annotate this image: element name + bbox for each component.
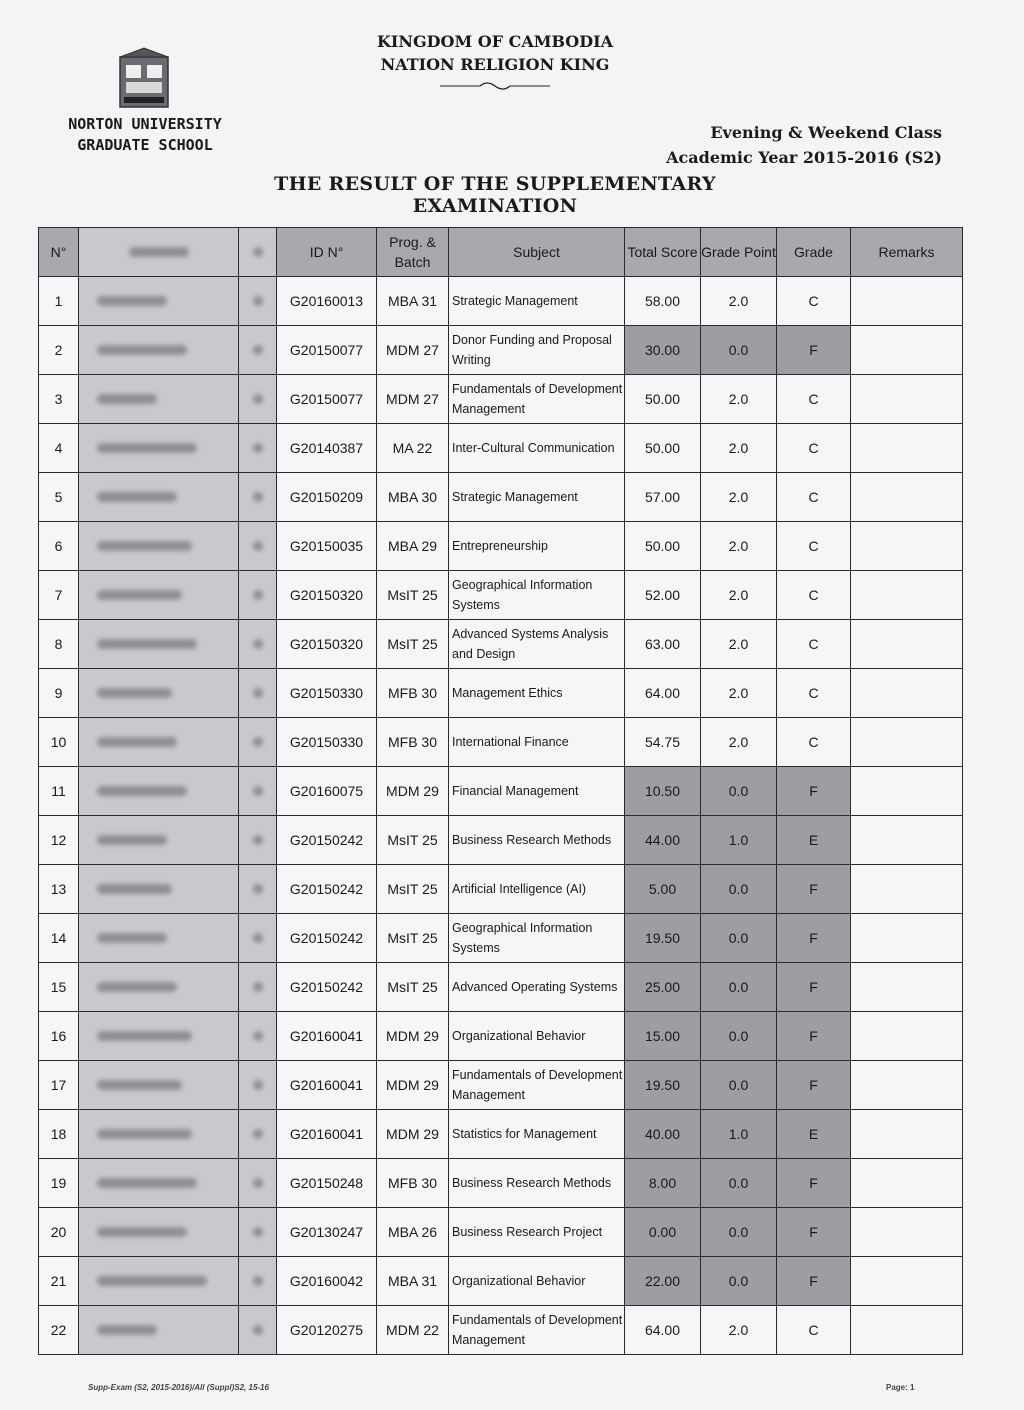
cell-grade: C <box>777 669 851 718</box>
cell-no: 14 <box>39 914 79 963</box>
cell-prog: MFB 30 <box>377 669 449 718</box>
cell-grade: C <box>777 375 851 424</box>
cell-prog: MA 22 <box>377 424 449 473</box>
cell-grade-point: 2.0 <box>701 669 777 718</box>
table-row <box>39 1061 963 1110</box>
cell-id: G20120275 <box>277 1306 377 1355</box>
cell-id: G20150242 <box>277 865 377 914</box>
cell-sex-redacted <box>239 963 277 1012</box>
table-row <box>39 473 963 522</box>
cell-grade-point: 0.0 <box>701 1159 777 1208</box>
cell-total-score: 57.00 <box>625 473 701 522</box>
cell-prog: MBA 26 <box>377 1208 449 1257</box>
cell-no: 18 <box>39 1110 79 1159</box>
cell-no: 7 <box>39 571 79 620</box>
cell-no: 9 <box>39 669 79 718</box>
cell-grade-point: 0.0 <box>701 1208 777 1257</box>
cell-remarks <box>851 1012 963 1061</box>
cell-no: 22 <box>39 1306 79 1355</box>
cell-grade: F <box>777 1208 851 1257</box>
cell-sex-redacted <box>239 1306 277 1355</box>
col-header-id: ID N° <box>277 228 377 277</box>
results-body <box>39 277 963 1355</box>
table-row <box>39 669 963 718</box>
school-name: GRADUATE SCHOOL <box>77 136 213 154</box>
cell-name-redacted <box>79 1159 239 1208</box>
cell-prog: MsIT 25 <box>377 816 449 865</box>
cell-name-redacted <box>79 522 239 571</box>
cell-sex-redacted <box>239 914 277 963</box>
cell-name-redacted <box>79 718 239 767</box>
cell-remarks <box>851 424 963 473</box>
cell-subject: Inter-Cultural Communication <box>449 424 625 473</box>
cell-total-score: 5.00 <box>625 865 701 914</box>
cell-sex-redacted <box>239 718 277 767</box>
cell-sex-redacted <box>239 326 277 375</box>
cell-total-score: 25.00 <box>625 963 701 1012</box>
table-row <box>39 424 963 473</box>
cell-prog: MsIT 25 <box>377 571 449 620</box>
cell-grade: C <box>777 277 851 326</box>
table-row <box>39 718 963 767</box>
cell-name-redacted <box>79 1061 239 1110</box>
cell-grade-point: 2.0 <box>701 718 777 767</box>
cell-remarks <box>851 865 963 914</box>
cell-total-score: 8.00 <box>625 1159 701 1208</box>
cell-name-redacted <box>79 767 239 816</box>
cell-remarks <box>851 963 963 1012</box>
cell-total-score: 10.50 <box>625 767 701 816</box>
col-header-grade-point: Grade Point <box>701 228 777 277</box>
cell-remarks <box>851 669 963 718</box>
cell-name-redacted <box>79 571 239 620</box>
cell-remarks <box>851 571 963 620</box>
cell-remarks <box>851 326 963 375</box>
cell-sex-redacted <box>239 865 277 914</box>
cell-grade-point: 2.0 <box>701 375 777 424</box>
cell-subject: Strategic Management <box>449 473 625 522</box>
cell-sex-redacted <box>239 1110 277 1159</box>
table-row <box>39 1012 963 1061</box>
cell-name-redacted <box>79 1110 239 1159</box>
table-row <box>39 963 963 1012</box>
cell-no: 3 <box>39 375 79 424</box>
cell-remarks <box>851 1061 963 1110</box>
cell-subject: Donor Funding and Proposal Writing <box>449 326 625 375</box>
academic-year: Academic Year 2015-2016 (S2) <box>666 148 942 167</box>
cell-grade: F <box>777 1012 851 1061</box>
cell-total-score: 44.00 <box>625 816 701 865</box>
cell-total-score: 64.00 <box>625 669 701 718</box>
cell-remarks <box>851 620 963 669</box>
cell-grade: F <box>777 326 851 375</box>
cell-grade-point: 0.0 <box>701 914 777 963</box>
cell-id: G20150248 <box>277 1159 377 1208</box>
cell-no: 8 <box>39 620 79 669</box>
cell-subject: Financial Management <box>449 767 625 816</box>
cell-id: G20160041 <box>277 1012 377 1061</box>
cell-subject: Business Research Methods <box>449 1159 625 1208</box>
national-heading <box>340 30 650 76</box>
col-header-remarks: Remarks <box>851 228 963 277</box>
cell-name-redacted <box>79 914 239 963</box>
cell-grade: F <box>777 1257 851 1306</box>
cell-sex-redacted <box>239 473 277 522</box>
cell-id: G20130247 <box>277 1208 377 1257</box>
table-row <box>39 1208 963 1257</box>
cell-grade-point: 0.0 <box>701 1257 777 1306</box>
cell-grade: C <box>777 1306 851 1355</box>
cell-no: 16 <box>39 1012 79 1061</box>
cell-grade: F <box>777 1061 851 1110</box>
cell-total-score: 50.00 <box>625 375 701 424</box>
cell-total-score: 19.50 <box>625 914 701 963</box>
cell-prog: MDM 29 <box>377 1110 449 1159</box>
cell-total-score: 63.00 <box>625 620 701 669</box>
cell-sex-redacted <box>239 1012 277 1061</box>
cell-prog: MsIT 25 <box>377 963 449 1012</box>
cell-prog: MsIT 25 <box>377 914 449 963</box>
results-table <box>38 227 963 1355</box>
class-type: Evening & Weekend Class <box>710 123 942 142</box>
cell-total-score: 52.00 <box>625 571 701 620</box>
cell-name-redacted <box>79 620 239 669</box>
cell-grade: C <box>777 718 851 767</box>
cell-id: G20150242 <box>277 816 377 865</box>
cell-grade-point: 2.0 <box>701 620 777 669</box>
cell-sex-redacted <box>239 620 277 669</box>
table-row <box>39 914 963 963</box>
cell-no: 13 <box>39 865 79 914</box>
cell-id: G20150242 <box>277 914 377 963</box>
page-number: Page: 1 <box>886 1383 915 1392</box>
cell-grade: C <box>777 620 851 669</box>
cell-no: 19 <box>39 1159 79 1208</box>
cell-sex-redacted <box>239 767 277 816</box>
motto: NATION RELIGION KING <box>380 55 610 74</box>
cell-no: 10 <box>39 718 79 767</box>
cell-sex-redacted <box>239 669 277 718</box>
cell-grade: C <box>777 571 851 620</box>
cell-subject: Fundamentals of Development Management <box>449 1306 625 1355</box>
cell-total-score: 50.00 <box>625 424 701 473</box>
cell-name-redacted <box>79 1208 239 1257</box>
cell-sex-redacted <box>239 424 277 473</box>
cell-grade-point: 2.0 <box>701 522 777 571</box>
cell-remarks <box>851 1208 963 1257</box>
cell-grade: F <box>777 963 851 1012</box>
cell-total-score: 58.00 <box>625 277 701 326</box>
cell-name-redacted <box>79 326 239 375</box>
col-header-no: N° <box>39 228 79 277</box>
cell-id: G20150209 <box>277 473 377 522</box>
cell-grade-point: 0.0 <box>701 1012 777 1061</box>
cell-grade-point: 1.0 <box>701 816 777 865</box>
cell-name-redacted <box>79 375 239 424</box>
cell-name-redacted <box>79 424 239 473</box>
cell-total-score: 30.00 <box>625 326 701 375</box>
cell-subject: Strategic Management <box>449 277 625 326</box>
cell-subject: Management Ethics <box>449 669 625 718</box>
kingdom-title: KINGDOM OF CAMBODIA <box>376 32 614 51</box>
cell-prog: MDM 22 <box>377 1306 449 1355</box>
cell-grade-point: 2.0 <box>701 424 777 473</box>
cell-total-score: 22.00 <box>625 1257 701 1306</box>
cell-no: 15 <box>39 963 79 1012</box>
cell-prog: MsIT 25 <box>377 865 449 914</box>
cell-remarks <box>851 1257 963 1306</box>
cell-grade-point: 0.0 <box>701 963 777 1012</box>
cell-grade-point: 0.0 <box>701 865 777 914</box>
cell-subject: Fundamentals of Development Management <box>449 1061 625 1110</box>
cell-remarks <box>851 1110 963 1159</box>
table-row <box>39 1159 963 1208</box>
cell-subject: Geographical Information Systems <box>449 571 625 620</box>
table-row <box>39 571 963 620</box>
cell-prog: MBA 31 <box>377 1257 449 1306</box>
cell-total-score: 64.00 <box>625 1306 701 1355</box>
cell-grade: F <box>777 1159 851 1208</box>
cell-grade: F <box>777 865 851 914</box>
cell-prog: MDM 27 <box>377 326 449 375</box>
cell-id: G20160041 <box>277 1061 377 1110</box>
cell-id: G20140387 <box>277 424 377 473</box>
table-row <box>39 620 963 669</box>
cell-prog: MDM 29 <box>377 767 449 816</box>
cell-sex-redacted <box>239 375 277 424</box>
cell-no: 6 <box>39 522 79 571</box>
cell-remarks <box>851 914 963 963</box>
cell-name-redacted <box>79 1306 239 1355</box>
cell-remarks <box>851 767 963 816</box>
cell-grade-point: 2.0 <box>701 277 777 326</box>
cell-id: G20160042 <box>277 1257 377 1306</box>
cell-grade-point: 2.0 <box>701 1306 777 1355</box>
cell-sex-redacted <box>239 816 277 865</box>
cell-subject: Advanced Operating Systems <box>449 963 625 1012</box>
cell-grade-point: 1.0 <box>701 1110 777 1159</box>
cell-subject: International Finance <box>449 718 625 767</box>
cell-name-redacted <box>79 816 239 865</box>
cell-total-score: 50.00 <box>625 522 701 571</box>
cell-remarks <box>851 522 963 571</box>
cell-id: G20150320 <box>277 571 377 620</box>
cell-sex-redacted <box>239 1257 277 1306</box>
cell-remarks <box>851 1159 963 1208</box>
university-heading <box>40 114 250 156</box>
col-header-total: Total Score <box>625 228 701 277</box>
cell-prog: MBA 30 <box>377 473 449 522</box>
cell-name-redacted <box>79 963 239 1012</box>
cell-grade: F <box>777 767 851 816</box>
cell-id: G20150077 <box>277 326 377 375</box>
cell-sex-redacted <box>239 522 277 571</box>
cell-sex-redacted <box>239 1061 277 1110</box>
cell-prog: MBA 31 <box>377 277 449 326</box>
table-row <box>39 816 963 865</box>
cell-grade: C <box>777 522 851 571</box>
cell-prog: MBA 29 <box>377 522 449 571</box>
cell-no: 5 <box>39 473 79 522</box>
table-row <box>39 326 963 375</box>
cell-prog: MsIT 25 <box>377 620 449 669</box>
col-header-prog: Prog. & Batch <box>377 228 449 277</box>
cell-no: 21 <box>39 1257 79 1306</box>
cell-name-redacted <box>79 473 239 522</box>
cell-grade-point: 0.0 <box>701 767 777 816</box>
cell-id: G20150330 <box>277 718 377 767</box>
cell-prog: MDM 27 <box>377 375 449 424</box>
cell-no: 17 <box>39 1061 79 1110</box>
university-name: NORTON UNIVERSITY <box>68 115 222 133</box>
cell-name-redacted <box>79 277 239 326</box>
col-header-grade: Grade <box>777 228 851 277</box>
cell-id: G20150242 <box>277 963 377 1012</box>
cell-no: 20 <box>39 1208 79 1257</box>
cell-remarks <box>851 1306 963 1355</box>
document-title: THE RESULT OF THE SUPPLEMENTARY EXAMINATION <box>274 173 716 217</box>
col-header-sex-redacted <box>239 228 277 277</box>
cell-subject: Business Research Methods <box>449 816 625 865</box>
cell-total-score: 0.00 <box>625 1208 701 1257</box>
cell-no: 4 <box>39 424 79 473</box>
col-header-subject: Subject <box>449 228 625 277</box>
cell-remarks <box>851 816 963 865</box>
cell-remarks <box>851 718 963 767</box>
cell-sex-redacted <box>239 1159 277 1208</box>
cell-remarks <box>851 375 963 424</box>
cell-grade: E <box>777 816 851 865</box>
cell-total-score: 40.00 <box>625 1110 701 1159</box>
cell-total-score: 15.00 <box>625 1012 701 1061</box>
table-row <box>39 277 963 326</box>
cell-prog: MDM 29 <box>377 1012 449 1061</box>
cell-grade: E <box>777 1110 851 1159</box>
cell-prog: MFB 30 <box>377 718 449 767</box>
cell-subject: Organizational Behavior <box>449 1012 625 1061</box>
table-row <box>39 522 963 571</box>
table-row <box>39 865 963 914</box>
table-row <box>39 375 963 424</box>
cell-prog: MDM 29 <box>377 1061 449 1110</box>
table-row <box>39 1110 963 1159</box>
cell-total-score: 19.50 <box>625 1061 701 1110</box>
col-header-name-redacted <box>79 228 239 277</box>
cell-id: G20150320 <box>277 620 377 669</box>
cell-grade-point: 2.0 <box>701 473 777 522</box>
cell-subject: Geographical Information Systems <box>449 914 625 963</box>
table-row <box>39 1306 963 1355</box>
cell-id: G20160041 <box>277 1110 377 1159</box>
cell-subject: Business Research Project <box>449 1208 625 1257</box>
footer-reference: Supp-Exam (S2, 2015-2016)/All (Suppl)S2, 15-16 <box>88 1383 269 1392</box>
cell-total-score: 54.75 <box>625 718 701 767</box>
cell-name-redacted <box>79 669 239 718</box>
cell-name-redacted <box>79 1012 239 1061</box>
table-row <box>39 767 963 816</box>
cell-grade-point: 2.0 <box>701 571 777 620</box>
cell-grade: C <box>777 424 851 473</box>
cell-subject: Entrepreneurship <box>449 522 625 571</box>
ornament-divider <box>440 79 550 93</box>
cell-id: G20150077 <box>277 375 377 424</box>
cell-subject: Advanced Systems Analysis and Design <box>449 620 625 669</box>
cell-id: G20160013 <box>277 277 377 326</box>
cell-sex-redacted <box>239 1208 277 1257</box>
cell-grade: C <box>777 473 851 522</box>
cell-no: 2 <box>39 326 79 375</box>
cell-grade-point: 0.0 <box>701 326 777 375</box>
cell-no: 11 <box>39 767 79 816</box>
cell-remarks <box>851 277 963 326</box>
cell-name-redacted <box>79 1257 239 1306</box>
cell-subject: Artificial Intelligence (AI) <box>449 865 625 914</box>
cell-sex-redacted <box>239 571 277 620</box>
cell-name-redacted <box>79 865 239 914</box>
session-info <box>666 120 942 170</box>
university-logo <box>118 47 170 109</box>
cell-remarks <box>851 473 963 522</box>
cell-id: G20150035 <box>277 522 377 571</box>
cell-id: G20150330 <box>277 669 377 718</box>
cell-subject: Organizational Behavior <box>449 1257 625 1306</box>
cell-grade: F <box>777 914 851 963</box>
cell-grade-point: 0.0 <box>701 1061 777 1110</box>
cell-no: 12 <box>39 816 79 865</box>
cell-subject: Fundamentals of Development Management <box>449 375 625 424</box>
cell-prog: MFB 30 <box>377 1159 449 1208</box>
table-header-row <box>39 228 963 277</box>
cell-id: G20160075 <box>277 767 377 816</box>
table-row <box>39 1257 963 1306</box>
cell-no: 1 <box>39 277 79 326</box>
cell-subject: Statistics for Management <box>449 1110 625 1159</box>
cell-sex-redacted <box>239 277 277 326</box>
